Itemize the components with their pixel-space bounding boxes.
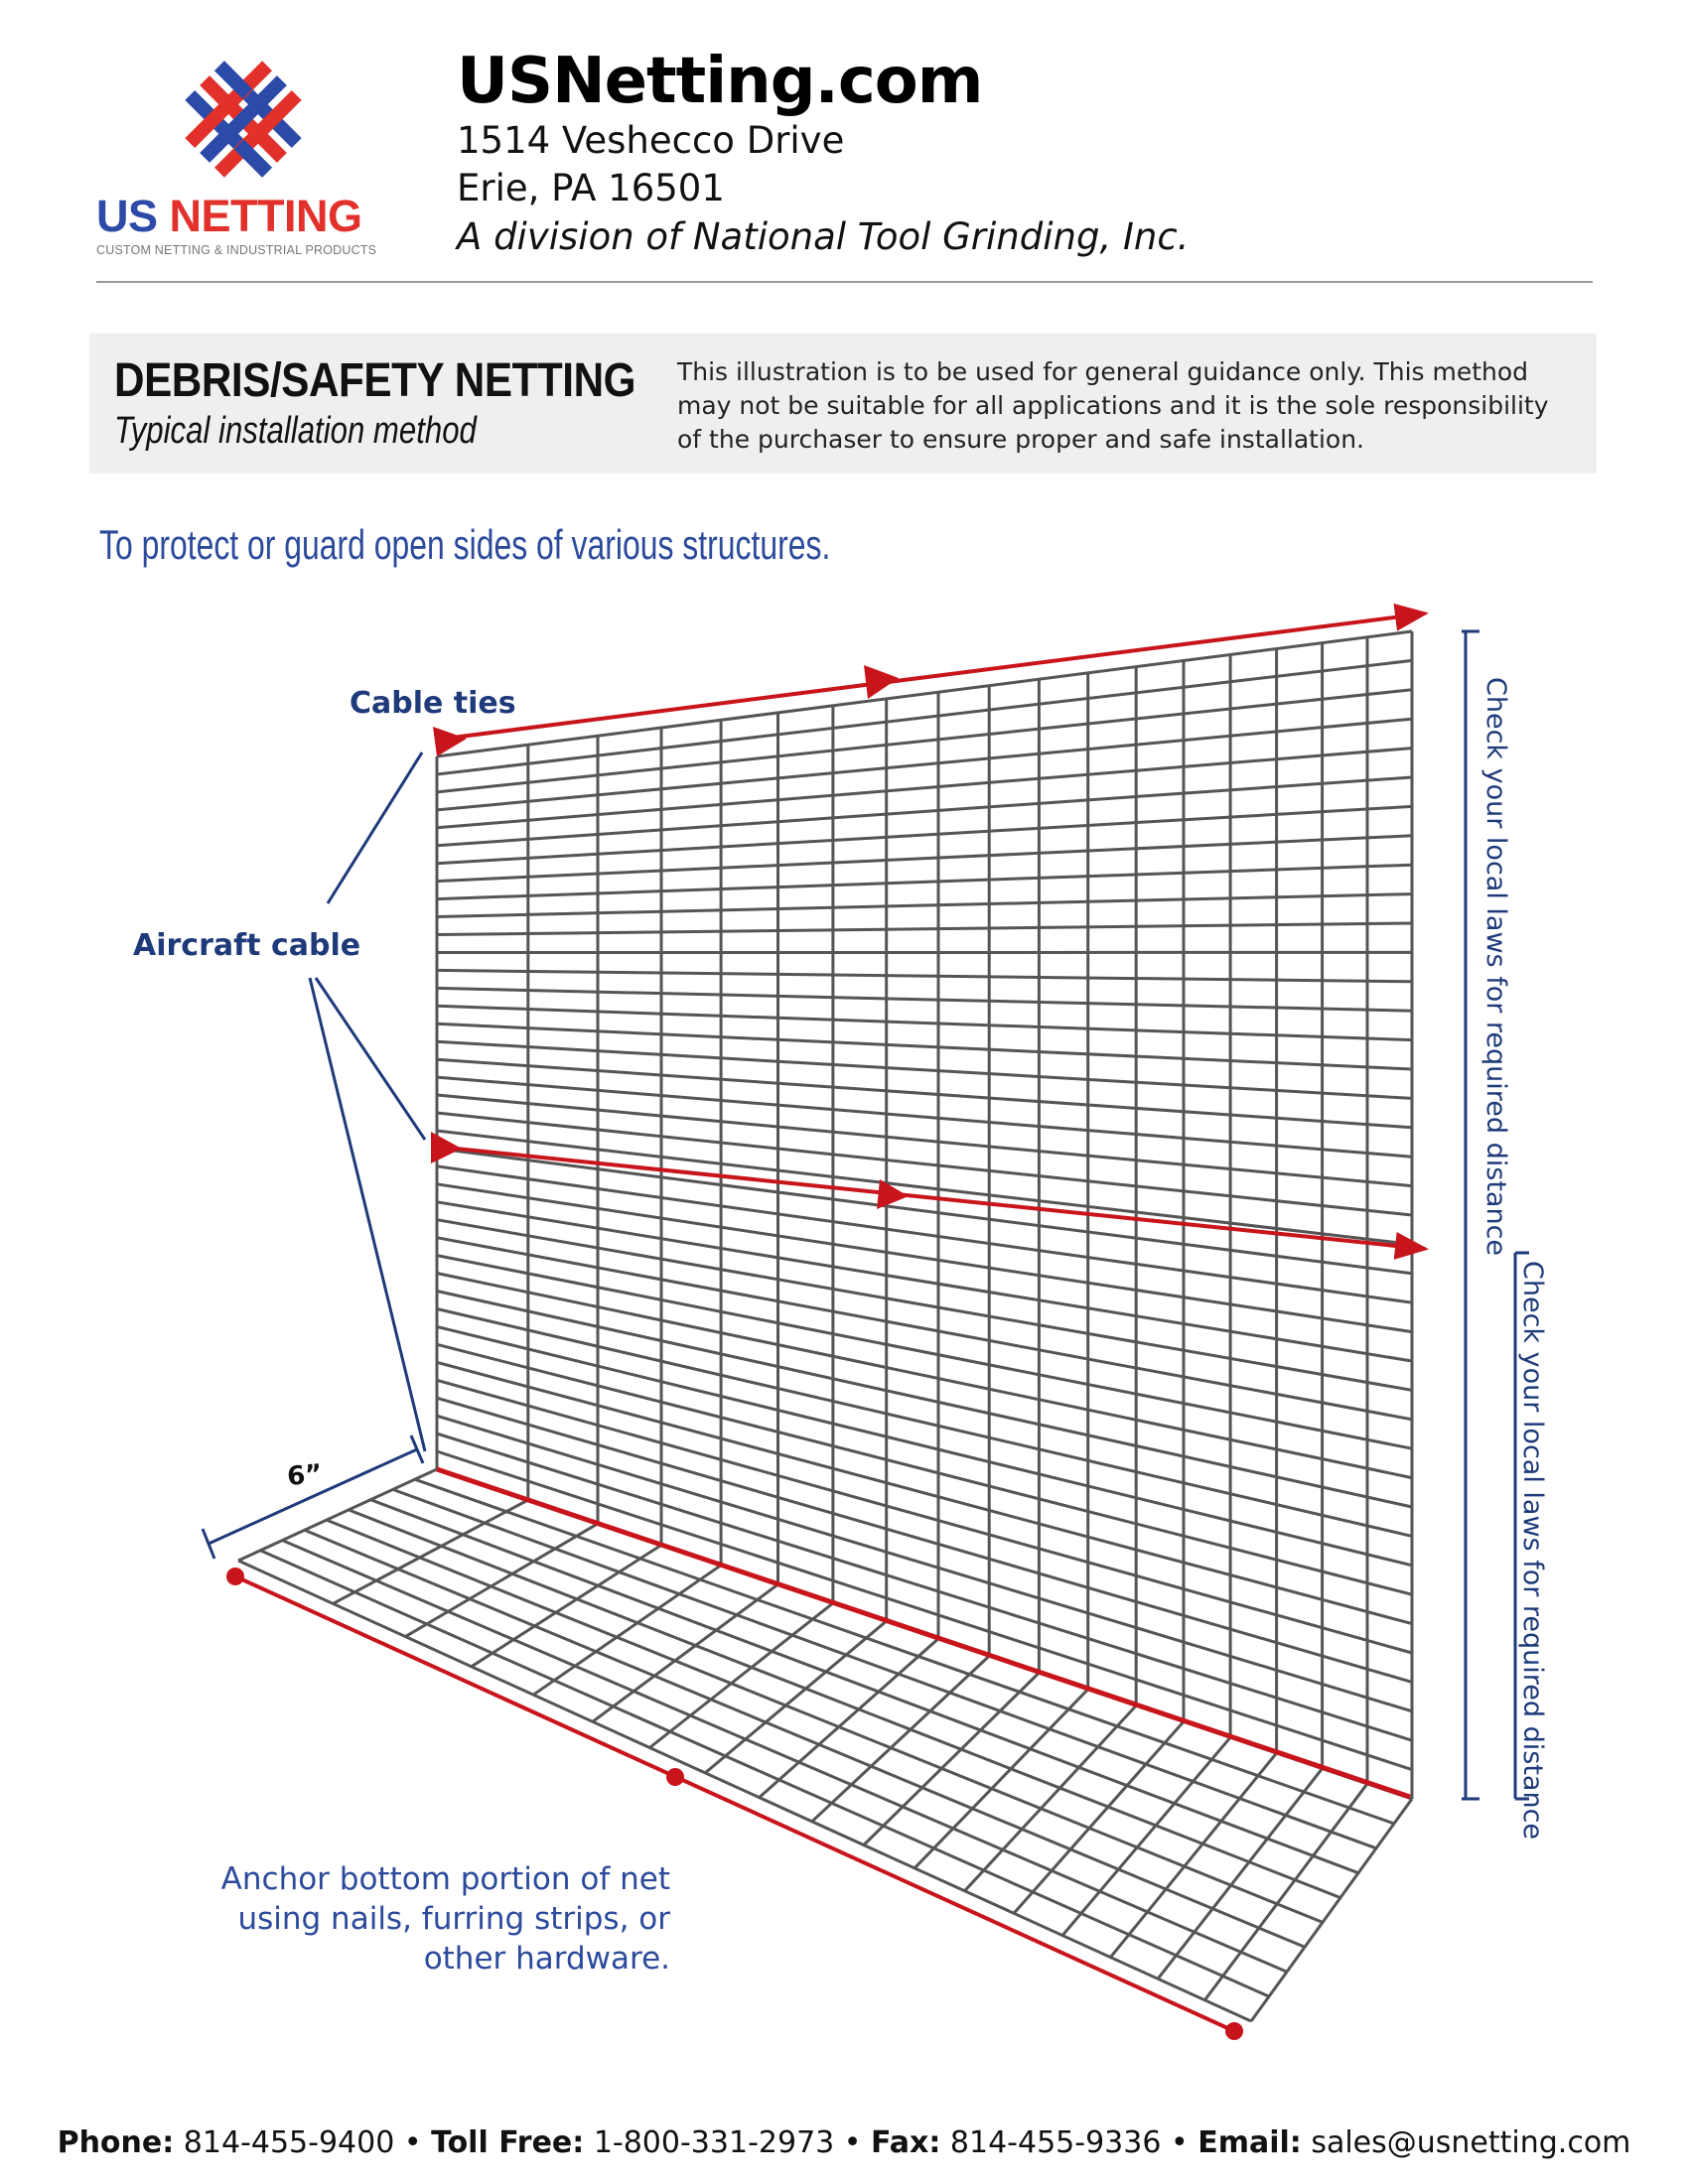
email-link[interactable]: sales@usnetting.com <box>1311 2125 1631 2160</box>
label-distance-lower: Check your local laws for required distance <box>1517 1261 1548 1841</box>
anchor-point <box>666 1768 684 1786</box>
fax-label: Fax: <box>871 2125 941 2160</box>
anchor-point <box>1225 2022 1243 2040</box>
disclaimer-text: This illustration is to be used for general guidance only. This method may not be suitable for all applications and it is the sole responsibility of the purchaser to ensure proper and safe installation. <box>677 357 1549 454</box>
address-line-1: 1514 Veshecco Drive <box>457 119 845 162</box>
address-line-2: Erie, PA 16501 <box>457 167 725 209</box>
site-name[interactable]: USNetting.com <box>457 45 983 118</box>
contact-footer <box>0 2125 1688 2160</box>
leader-line <box>328 752 422 903</box>
intro-text: To protect or guard open sides of various structures. <box>99 521 831 568</box>
phone-label: Phone: <box>57 2125 175 2160</box>
leader-line <box>316 978 425 1140</box>
brand-tagline: CUSTOM NETTING & INDUSTRIAL PRODUCTS <box>96 243 377 257</box>
phone-number[interactable]: 814-455-9400 <box>183 2125 395 2160</box>
label-six-inch: 6” <box>285 1459 324 1492</box>
division-line: A division of National Tool Grinding, Inc. <box>457 215 1190 258</box>
label-cable-ties: Cable ties <box>350 686 516 721</box>
leader-line <box>310 978 425 1451</box>
floor-net-grid <box>238 1469 1412 2021</box>
tollfree-number[interactable]: 1-800-331-2973 <box>593 2125 835 2160</box>
email-label: Email: <box>1197 2125 1302 2160</box>
cable-tie-arrow <box>431 1132 462 1163</box>
footer-separator: • <box>1161 2125 1198 2160</box>
label-aircraft-cable: Aircraft cable <box>133 928 361 963</box>
footer-separator: • <box>834 2125 872 2160</box>
base-aircraft-cable <box>437 1469 1410 1797</box>
page-subtitle: Typical installation method <box>114 410 477 452</box>
brand-netting: NETTING <box>169 191 362 241</box>
label-distance-upper: Check your local laws for required distance <box>1480 677 1511 1257</box>
tollfree-label: Toll Free: <box>431 2125 585 2160</box>
anchor-note-line-2: using nails, furring strips, or <box>237 1901 670 1937</box>
anchor-note-line-3: other hardware. <box>423 1941 670 1977</box>
brand-us: US <box>96 191 158 241</box>
page-title: DEBRIS/SAFETY NETTING <box>114 354 636 407</box>
anchor-strip-line <box>235 1576 1234 2031</box>
anchor-note-line-1: Anchor bottom portion of net <box>220 1861 670 1897</box>
footer-separator: • <box>394 2125 432 2160</box>
distance-bracket-upper <box>1462 631 1466 1799</box>
fax-number: 814-455-9336 <box>949 2125 1162 2160</box>
anchor-point <box>226 1568 244 1585</box>
